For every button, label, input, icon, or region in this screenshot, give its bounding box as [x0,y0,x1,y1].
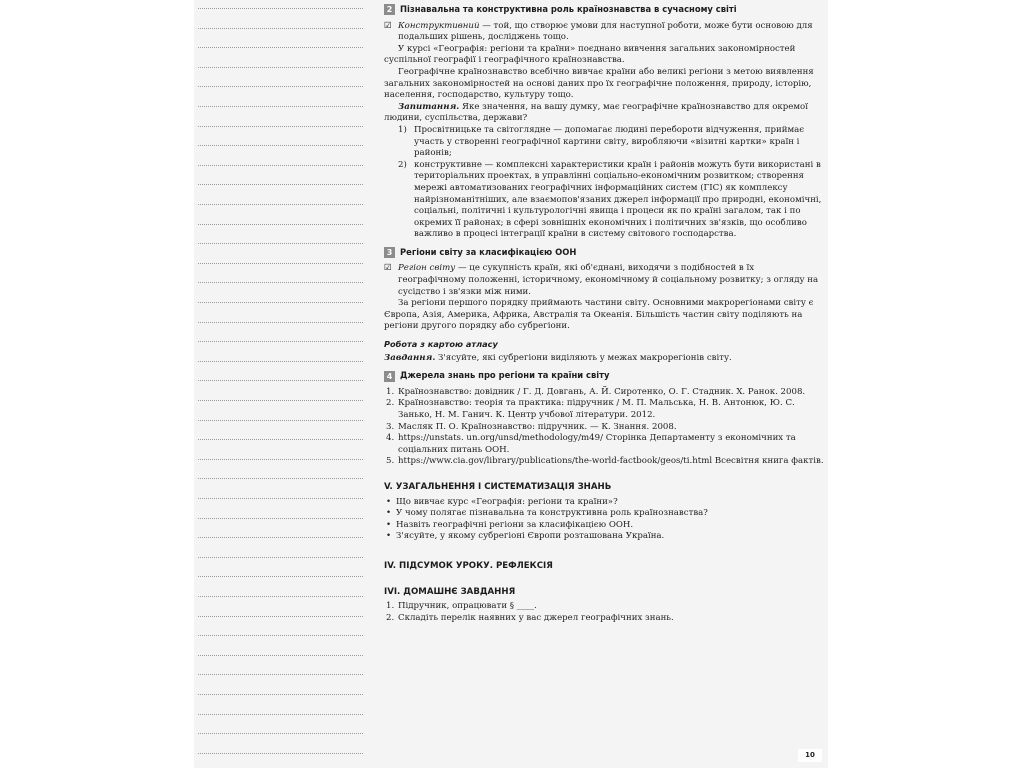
note-line [198,576,363,577]
note-line [198,616,363,617]
note-line [198,282,363,283]
reflection-heading: IV. ПІДСУМОК УРОКУ. РЕФЛЕКСІЯ [384,560,553,571]
list-marker: 2. [386,398,395,409]
homework-heading: IVI. ДОМАШНЄ ЗАВДАННЯ [384,586,516,597]
question-label: Запитання. [398,101,460,112]
paragraph: За регіони першого порядку приймають частини світу. Основними макрорегіонами світу є Європа, Азія, Америка, Африка, Австралія та Океанія. Більшість частин світу поділяють на регіони другого порядку або субрегіони. [384,298,814,332]
task-label: Завдання. [384,352,436,363]
reference-item [384,456,824,468]
reference-text: Масляк П. О. Країнознавство: підручник. — К. Знання. 2008. [398,421,677,432]
summary-question: • Що вивчає курс «Географія: регіони та країни»? [384,497,824,509]
section-heading [384,4,824,16]
note-line [198,67,363,68]
summary-question: • Назвіть географічні регіони за класифікацією ООН. [384,520,824,532]
note-line [198,341,363,342]
section-title: Джерела знань про регіони та країни світу [400,370,610,381]
note-line [198,165,363,166]
reference-item [384,398,824,421]
definition-term: Регіон світу [398,263,456,274]
note-line [198,537,363,538]
reference-text: https://unstats. un.org/unsd/methodology/m49/ Сторінка Департаменту з економічних та соціальних питань ООН. [398,433,796,455]
note-line [198,126,363,127]
definition [384,21,824,44]
definition [384,263,824,298]
note-line [198,694,363,695]
section-heading [384,247,824,259]
task [384,353,824,365]
homework-text: Складіть перелік наявних у вас джерел географічних знань. [398,612,674,623]
notes-margin [194,0,367,768]
reference-item [384,422,824,434]
list-marker: 5. [386,456,395,467]
reference-text: Країнознавство: теорія та практика: підручник / М. П. Мальська, Н. В. Антонюк, Ю. С. Занько, Н. М. Ганич. К. Центр учбової літератури. 2012. [398,398,795,420]
list-item-text: конструктивне — комплексні характеристики країн і районів можуть бути використані в територіальних проектах, в управлінні соціально-економічним розвитком; створення мережі автоматизованих географічних інформаційних систем (ГІС) як комплексу найрізноманітніших, але взаємопов'язаних джерел інформації про природні, економічні, соціальні, політичні і культурологічні явища і процеси як по країні загалом, так і по окремих її районах; в сфері зовнішніх економічних і політичних зв'язків, що особливо важливо в процесі інтеграції країни в систему світового господарства. [414,159,822,240]
section-title: Регіони світу за класифікацією ООН [400,246,577,257]
reference-item [384,433,824,456]
note-line [198,518,363,519]
note-line [198,263,363,264]
note-line [198,361,363,362]
note-line [198,420,363,421]
note-line [198,478,363,479]
list-item [384,125,824,160]
homework-item [384,613,824,625]
homework-list [384,601,824,624]
note-line [198,184,363,185]
definition-text: — це сукупність країн, які об'єднані, виходячи з подібностей в їх географічному положенні, історичному, економічному й соціальному розвитку; з огляду на сусідство і зв'язки між ними. [398,263,819,297]
summary-question: • У чому полягає пізнавальна та конструктивна роль країнознавства? [384,508,824,520]
note-line [198,322,363,323]
summary-questions [384,497,824,543]
note-line [198,204,363,205]
note-line [198,224,363,225]
list-item [384,160,824,241]
note-line [198,635,363,636]
note-line [198,47,363,48]
list-marker: 2. [386,612,395,623]
summary-heading: V. УЗАГАЛЬНЕННЯ І СИСТЕМАТИЗАЦІЯ ЗНАНЬ [384,481,612,492]
references-list [384,387,824,468]
section-number-badge: 4 [384,371,395,382]
note-line [198,498,363,499]
note-line [198,596,363,597]
paragraph: У курсі «Географія: регіони та країни» поєднано вивчення загальних закономірностей суспільної географії і географічного країнознавства. [384,43,796,66]
list-marker: 1. [386,601,395,612]
page-content [384,2,824,624]
question [384,102,824,125]
note-line [198,400,363,401]
note-line [198,106,363,107]
task-text: З'ясуйте, які субрегіони виділяють у межах макрорегіонів світу. [435,352,732,363]
paragraph: Географічне країнознавство всебічно вивчає країни або великі регіони з метою виявлення загальних закономірностей на основі даних про їх географічне положення, природу, історію, населення, господарство, культуру тощо. [384,66,814,101]
note-line [198,243,363,244]
section-heading [384,370,824,382]
note-line [198,674,363,675]
homework-item [384,601,824,613]
note-line [198,380,363,381]
workbook-page [194,0,828,768]
definition-text: — той, що створює умови для наступної роботи, може бути основою для подальших рішень, досліджень тощо. [398,20,813,43]
note-line [198,439,363,440]
summary-question: • З'ясуйте, у якому субрегіоні Європи розташована Україна. [384,531,824,543]
page-number: 10 [798,749,822,762]
list-marker: 1) [398,124,407,135]
list-marker: 2) [398,159,407,170]
note-line [198,459,363,460]
section-number-badge: 3 [384,247,395,258]
answer-list [384,125,824,241]
map-work-heading: Робота з картою атласу [384,339,498,350]
note-line [198,145,363,146]
list-marker: 4. [386,433,395,444]
section-number-badge: 2 [384,4,395,15]
note-line [198,86,363,87]
question-text: Яке значення, на вашу думку, має географічне країнознавство для окремої людини, суспільства, держави? [384,101,808,124]
note-line [198,28,363,29]
note-line [198,714,363,715]
reference-item [384,387,824,399]
note-line [198,655,363,656]
checkbox-icon: ☑ [384,263,392,274]
list-marker: 1. [386,386,395,397]
list-marker: 3. [386,421,395,432]
homework-text: Підручник, опрацювати § ____. [398,601,537,612]
list-item-text: Просвітницьке та світоглядне — допомагає людині перебороти відчуження, приймає участь у створенні географічної картини світу, виробляючи «візитні картки» країн і районів; [414,124,805,159]
section-title: Пізнавальна та конструктивна роль країнознавства в сучасному світі [400,4,737,14]
note-line [198,8,363,9]
note-line [198,753,363,754]
checkbox-icon: ☑ [384,20,392,31]
reference-text: Країнознавство: довідник / Г. Д. Довгань, А. Й. Сиротенко, О. Г. Стадник. Х. Ранок. 2008. [398,386,806,397]
definition-term: Конструктивний [398,20,480,31]
reference-text: https://www.cia.gov/library/publications/the-world-factbook/geos/ti.html Всесвітня книга фактів. [398,456,824,467]
note-line [198,302,363,303]
note-line [198,733,363,734]
note-line [198,557,363,558]
